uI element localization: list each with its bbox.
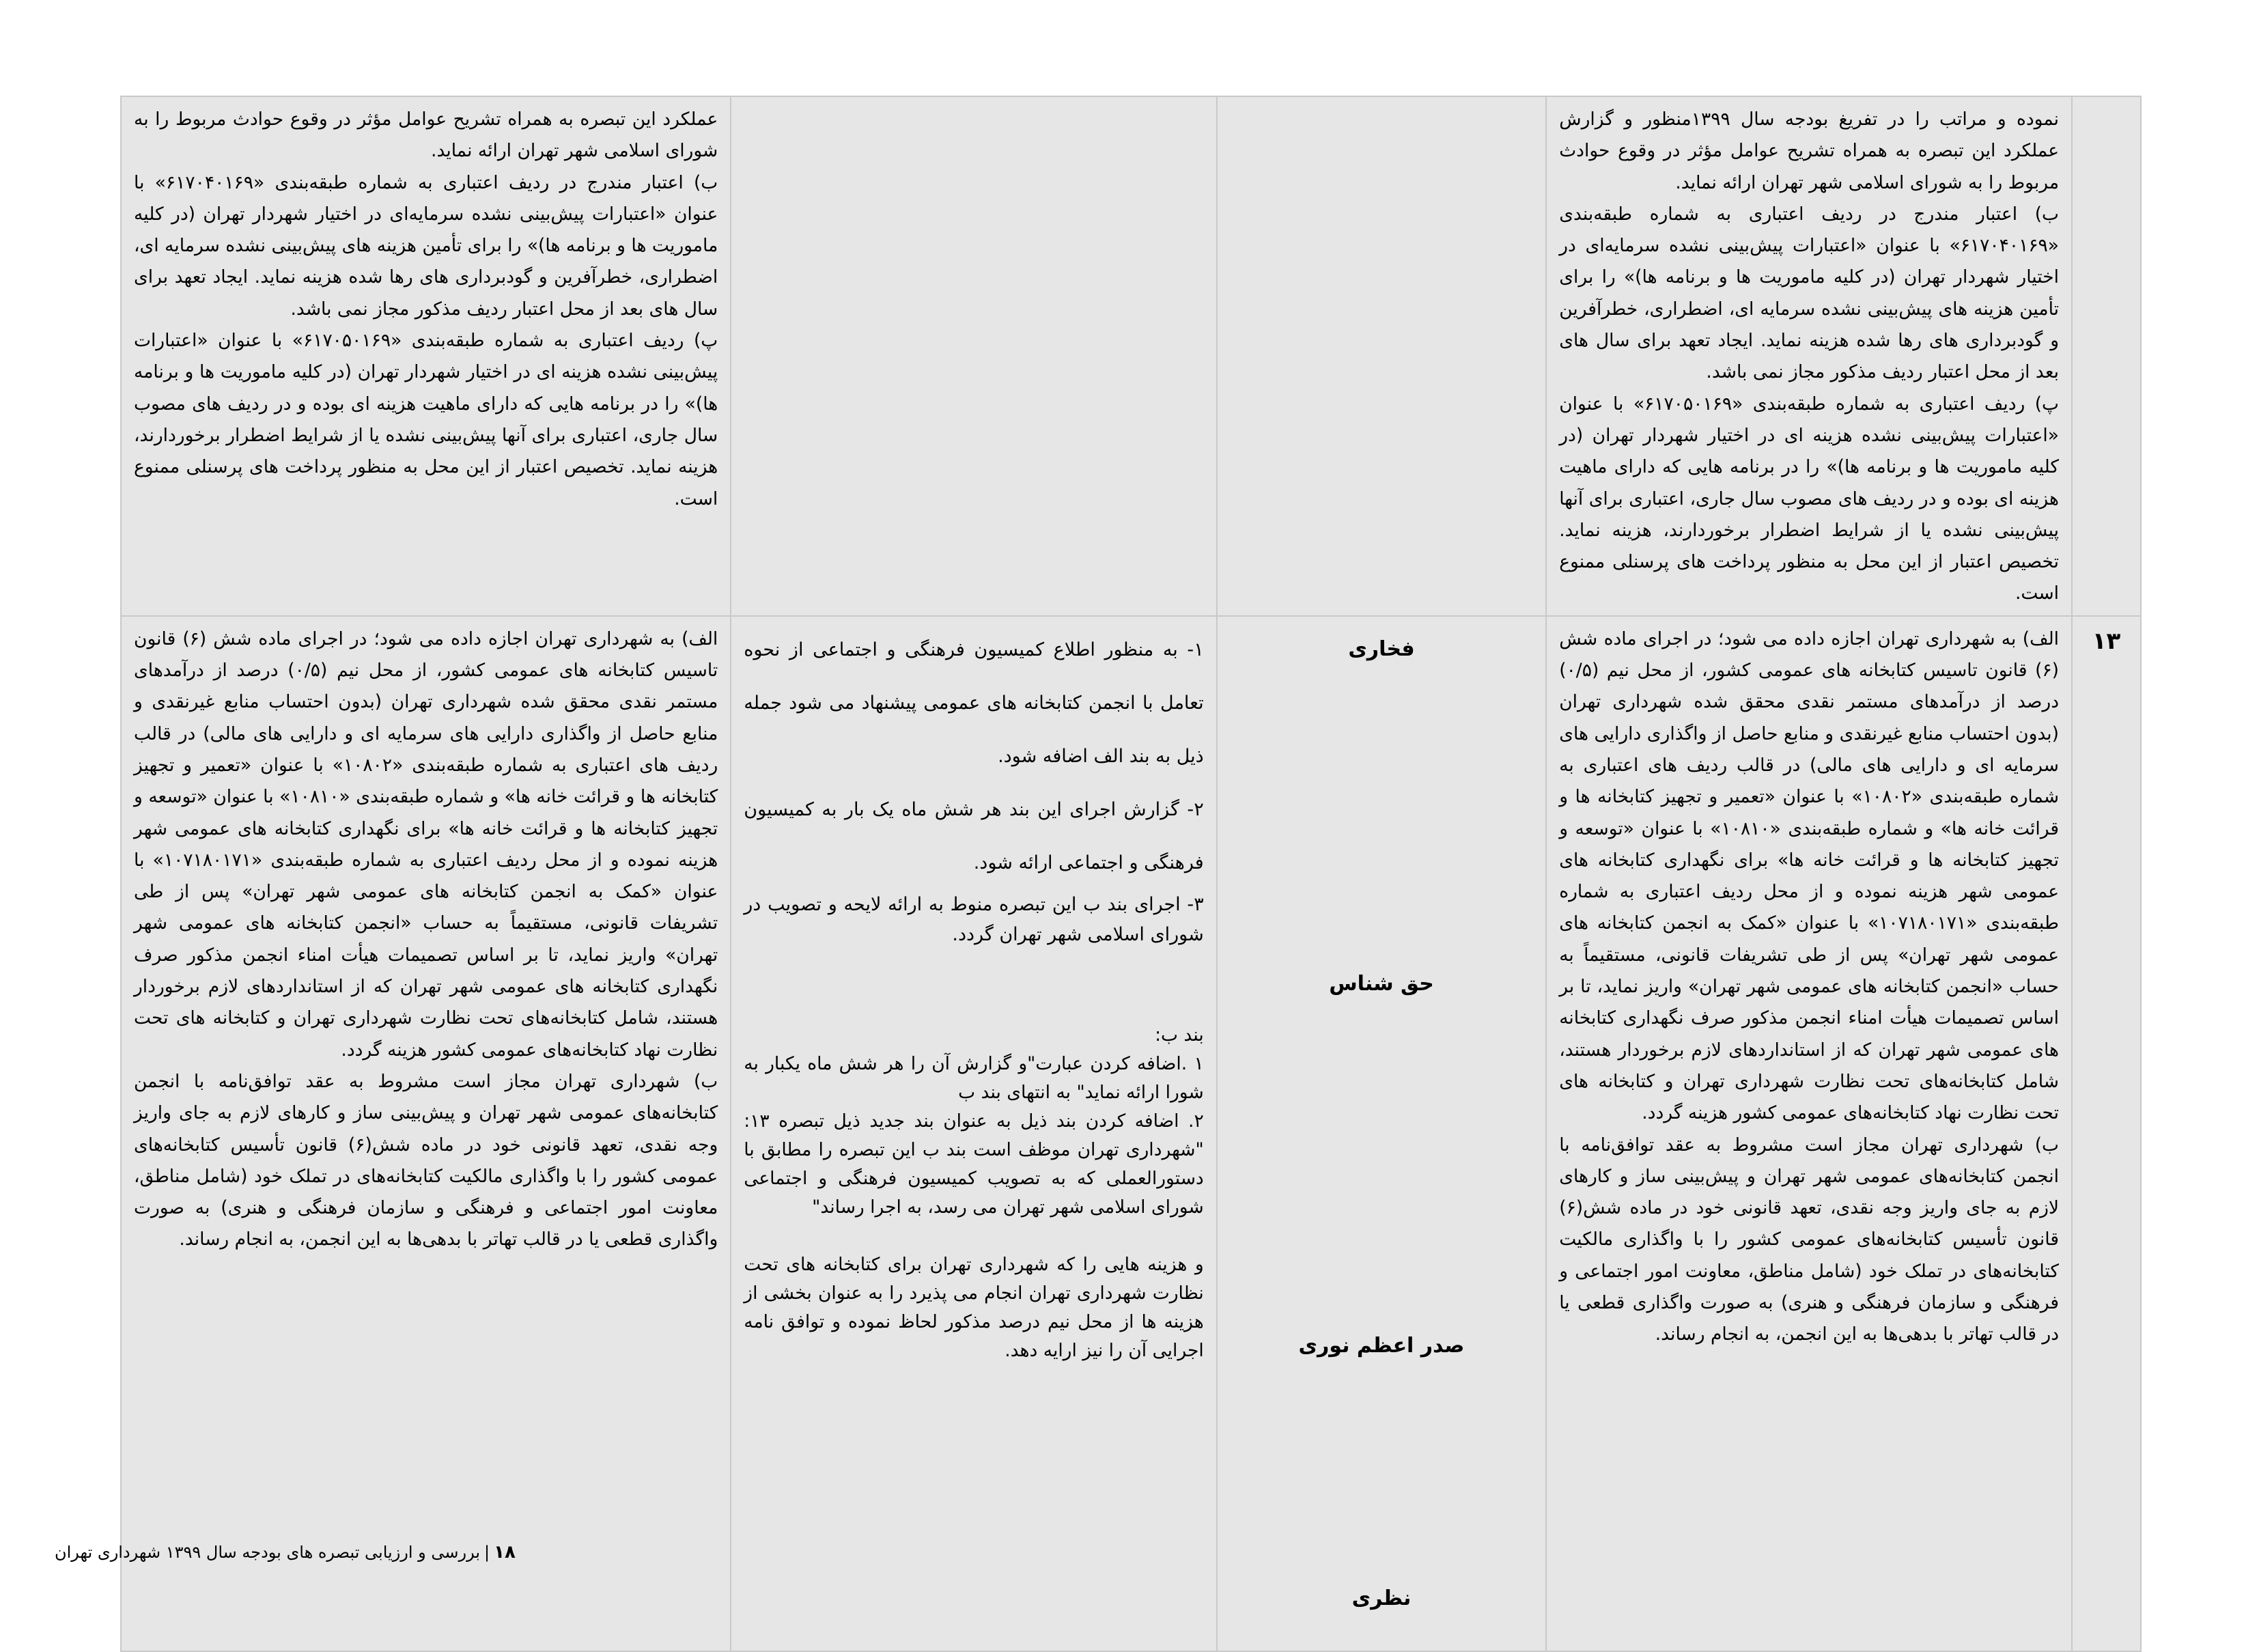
table-row <box>121 96 2141 616</box>
member-name: نظری <box>1351 1586 1412 1610</box>
approved-text: نموده و مراتب را در تفریغ بودجه سال ۱۳۹۹منظور و گزارش عملکرد این تبصره به همراه تشریح عوامل مؤثر در وقوع حوادث مربوط را به شورای اسلامی شهر تهران ارائه نماید. ب) اعتبار مندرج در ردیف اعتباری به شماره طبقه‌بندی «۶۱۷۰۴۰۱۶۹» با عنوان «اعتبارات پیش‌بینی نشده سرمایه‌ای در اختیار شهردار تهران (در کلیه ماموریت ها و برنامه ها)» را برای تأمین هزینه های پیش‌بینی نشده سرمایه ای، اضطراری، خطرآفرین و گودبرداری های رها شده هزینه نماید. ایجاد تعهد برای سال های بعد از محل اعتبار ردیف مذکور مجاز نمی باشد. پ) ردیف اعتباری به شماره طبقه‌بندی «۶۱۷۰۵۰۱۶۹» با عنوان «اعتبارات پیش‌بینی نشده هزینه ای در اختیار شهردار تهران (در کلیه ماموریت ها و برنامه ها)» را در برنامه هایی که دارای ماهیت هزینه ای بوده و در ردیف های مصوب سال جاری، اعتباری برای آنها پیش‌بینی نشده یا از شرایط اضطرار برخوردارند، هزینه نماید. تخصیص اعتبار از این محل به منظور پرداخت های پرسنلی ممنوع است. <box>1559 109 2060 604</box>
row-number: ۱۳ <box>2072 616 2141 1651</box>
proposal-cell <box>731 96 1216 616</box>
final-text-cell <box>121 616 731 1651</box>
final-text-cell <box>121 96 731 616</box>
footer-separator: | <box>484 1543 490 1562</box>
proposal-item: ۱- به منظور اطلاع کمیسیون فرهنگی و اجتماعی از نحوه تعامل با انجمن کتابخانه های عمومی پیشنهاد می شود جمله ذیل به بند الف اضافه شود. <box>744 639 1204 767</box>
member-name: فخاری <box>1348 636 1415 661</box>
members-cell <box>1217 96 1547 616</box>
member-name: حق شناس <box>1329 971 1434 996</box>
page-footer <box>55 1542 516 1563</box>
proposal-cell <box>731 616 1216 1651</box>
table-row <box>121 616 2141 1651</box>
footer-title: بررسی و ارزیابی تبصره های بودجه سال ۱۳۹۹ شهرداری تهران <box>55 1543 481 1562</box>
approved-text: الف) به شهرداری تهران اجازه داده می شود؛ در اجرای ماده شش (۶) قانون تاسیس کتابخانه های عمومی کشور، از محل نیم (۰/۵) درصد از درآمدهای مستمر نقدی محقق شده شهرداری تهران (بدون احتساب منابع غیرنقدی و منابع حاصل از واگذاری دارایی های سرمایه ای و دارایی های مالی) در قالب ردیف های اعتباری به شماره طبقه‌بندی «۱۰۸۰۲» با عنوان «تعمیر و تجهیز کتابخانه ها و قرائت خانه ها» و شماره طبقه‌بندی «۱۰۸۱۰» با عنوان «توسعه و تجهیز کتابخانه ها و قرائت خانه ها» برای نگهداری کتابخانه های عمومی شهر هزینه نموده و از محل ردیف اعتباری به شماره طبقه‌بندی «۱۰۷۱۸۰۱۷۱» با عنوان «کمک به انجمن کتابخانه های عمومی شهر تهران» پس از طی تشریفات قانونی، مستقیماً به حساب «انجمن کتابخانه های عمومی شهر تهران» واریز نماید، تا بر اساس تصمیمات هیأت امناء انجمن مذکور صرف نگهداری کتابخانه های عمومی شهر تهران که از استانداردهای لازم برخوردار هستند، شامل کتابخانه‌های تحت نظارت شهرداری تهران و کتابخانه های تحت نظارت نهاد کتابخانه‌های عمومی کشور هزینه گردد. ب) شهرداری تهران مجاز است مشروط به عقد توافق‌نامه با انجمن کتابخانه‌های عمومی شهر تهران و پیش‌بینی ساز و کارهای لازم به جای واریز وجه نقدی، تعهد قانونی خود در ماده شش(۶) قانون تأسیس کتابخانه‌های عمومی کشور را با واگذاری مالکیت کتابخانه‌های در تملک خود (شامل مناطق، معاونت امور اجتماعی و فرهنگی و سازمان فرهنگی و هنری) به صورت واگذاری قطعی یا در قالب تهاتر با بدهی‌ها به این انجمن، به انجام رساند. <box>1559 628 2060 1345</box>
member-name: صدر اعظم نوری <box>1298 1333 1465 1358</box>
proposal-note: و هزینه هایی را که شهرداری تهران برای کتابخانه های تحت نظارت شهرداری تهران انجام می پذیرد را به عنوان بخشی از هزینه ها از محل نیم درصد مذکور لحاظ نموده و توافق نامه اجرایی آن را نیز ارایه دهد. <box>738 1253 1204 1361</box>
page-number: ۱۸ <box>494 1542 516 1563</box>
final-text: الف) به شهرداری تهران اجازه داده می شود؛ در اجرای ماده شش (۶) قانون تاسیس کتابخانه های عمومی کشور، از محل نیم (۰/۵) درصد از درآمدهای مستمر نقدی محقق شده شهرداری تهران (بدون احتساب منابع غیرنقدی و منابع حاصل از واگذاری دارایی های سرمایه ای و دارایی های مالی) در قالب ردیف های اعتباری به شماره طبقه‌بندی «۱۰۸۰۲» با عنوان «تعمیر و تجهیز کتابخانه ها و قرائت خانه ها» و شماره طبقه‌بندی «۱۰۸۱۰» با عنوان «توسعه و تجهیز کتابخانه ها و قرائت خانه ها» برای نگهداری کتابخانه های عمومی شهر هزینه نموده و از محل ردیف اعتباری به شماره طبقه‌بندی «۱۰۷۱۸۰۱۷۱» با عنوان «کمک به انجمن کتابخانه های عمومی شهر تهران» پس از طی تشریفات قانونی، مستقیماً به حساب «انجمن کتابخانه های عمومی شهر تهران» واریز نماید، تا بر اساس تصمیمات هیأت امناء انجمن مذکور صرف نگهداری کتابخانه های عمومی شهر تهران که از استانداردهای لازم برخوردار هستند، شامل کتابخانه‌های تحت نظارت شهرداری تهران و کتابخانه های تحت نظارت نهاد کتابخانه‌های عمومی کشور هزینه گردد. ب) شهرداری تهران مجاز است مشروط به عقد توافق‌نامه با انجمن کتابخانه‌های عمومی شهر تهران و پیش‌بینی ساز و کارهای لازم به جای واریز وجه نقدی، تعهد قانونی خود در ماده شش(۶) قانون تأسیس کتابخانه‌های عمومی کشور را با واگذاری مالکیت کتابخانه‌های در تملک خود (شامل مناطق، معاونت امور اجتماعی و فرهنگی و سازمان فرهنگی و هنری) به صورت واگذاری قطعی یا در قالب تهاتر با بدهی‌ها به این انجمن، به انجام رساند. <box>134 628 718 1250</box>
final-text: عملکرد این تبصره به همراه تشریح عوامل مؤثر در وقوع حوادث مربوط را به شورای اسلامی شهر تهران ارائه نماید. ب) اعتبار مندرج در ردیف اعتباری به شماره طبقه‌بندی «۶۱۷۰۴۰۱۶۹» با عنوان «اعتبارات پیش‌بینی نشده سرمایه‌ای در اختیار شهردار تهران (در کلیه ماموریت ها و برنامه ها)» را برای تأمین هزینه های پیش‌بینی نشده سرمایه ای، اضطراری، خطرآفرین و گودبرداری های رها شده هزینه نماید. ایجاد تعهد برای سال های بعد از محل اعتبار ردیف مذکور مجاز نمی باشد. پ) ردیف اعتباری به شماره طبقه‌بندی «۶۱۷۰۵۰۱۶۹» با عنوان «اعتبارات پیش‌بینی نشده هزینه ای در اختیار شهردار تهران (در کلیه ماموریت ها و برنامه ها)» را در برنامه هایی که دارای ماهیت هزینه ای بوده و در ردیف های مصوب سال جاری، اعتباری برای آنها پیش‌بینی نشده یا از شرایط اضطرار برخوردارند، هزینه نماید. تخصیص اعتبار از این محل به منظور پرداخت های پرسنلی ممنوع است. <box>134 109 718 509</box>
proposal-note: بند ب: ۱ .اضافه کردن عبارت"و گزارش آن را هر شش ماه یکبار به شورا ارائه نماید" به انتهای بند ب ۲. اضافه کردن بند ذیل به عنوان بند جدید ذیل تبصره ۱۳: "شهرداری تهران موظف است بند ب این تبصره را مطابق با دستورالعملی که به تصویب کمیسیون فرهنگی و اجتماعی شورای اسلامی شهر تهران می رسد، به اجرا رساند" <box>744 1024 1204 1218</box>
row-number <box>2072 96 2141 616</box>
budget-notes-table <box>120 96 2142 1652</box>
proposal-item: ۳- اجرای بند ب این تبصره منوط به ارائه لایحه و تصویب در شورای اسلامی شهر تهران گردد. <box>744 893 1204 945</box>
approved-text-cell <box>1546 616 2072 1651</box>
members-cell <box>1217 616 1547 1651</box>
proposal-item: ۲- گزارش اجرای این بند هر شش ماه یک بار به کمیسیون فرهنگی و اجتماعی ارائه شود. <box>744 798 1204 873</box>
approved-text-cell <box>1546 96 2072 616</box>
